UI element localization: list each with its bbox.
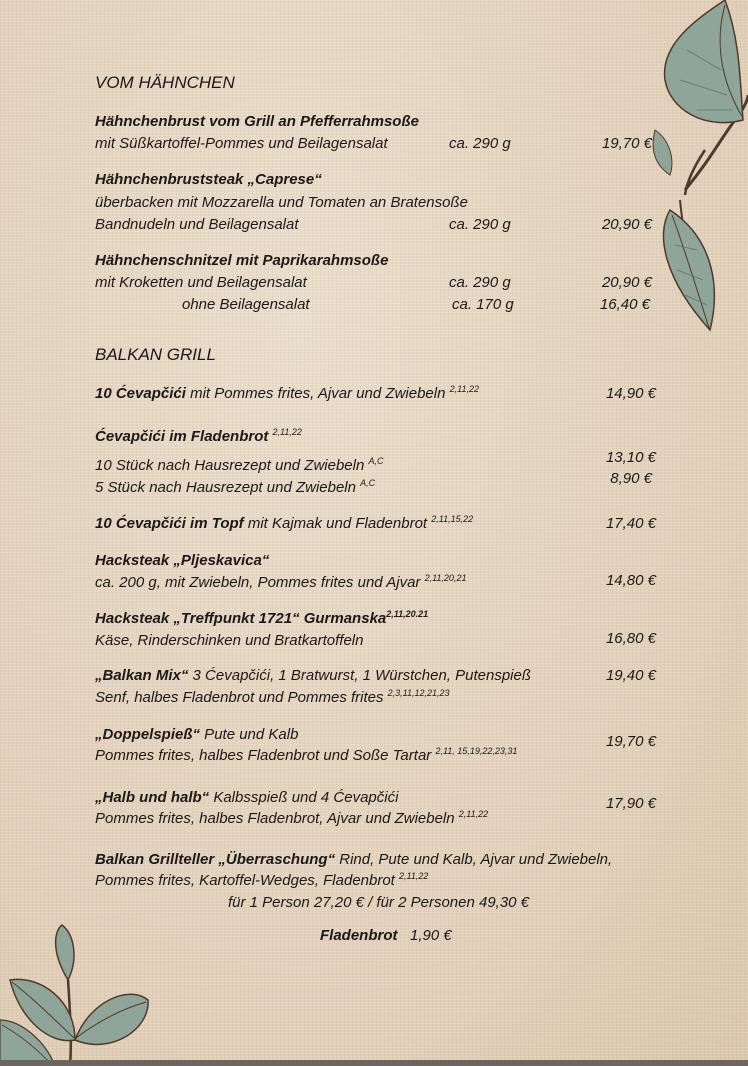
balkan-item-5-price: 16,80 € <box>605 630 656 647</box>
chicken-item-3-weight2: ca. 170 g <box>452 296 514 313</box>
balkan-item-1-price: 14,90 € <box>605 385 656 402</box>
balkan-item-5-desc: Käse, Rinderschinken und Bratkartoffeln <box>95 632 364 649</box>
balkan-item-8-allergens: 2,11,22 <box>458 809 489 819</box>
balkan-item-3-rest: mit Kajmak und Fladenbrot <box>243 515 432 532</box>
balkan-item-7-desc-text: Pommes frites, halbes Fladenbrot und Soße Tartar <box>95 747 436 764</box>
balkan-item-4-name: Hacksteak „Pljeskavica“ <box>95 552 270 569</box>
balkan-item-4-desc-text: ca. 200 g, mit Zwiebeln, Pommes frites und Ajvar <box>95 574 425 591</box>
balkan-item-6-allergens: 2,3,11,12,21,23 <box>387 688 450 698</box>
balkan-item-7-price: 19,70 € <box>605 733 656 750</box>
bottom-edge <box>0 1060 748 1066</box>
balkan-item-6 <box>95 667 531 685</box>
chicken-item-3-price2: 16,40 € <box>599 296 650 313</box>
chicken-item-2-desc: überbacken mit Mozzarella und Tomaten an Bratensoße <box>95 194 468 211</box>
balkan-item-2-line1 <box>95 457 384 475</box>
balkan-item-7-desc <box>95 747 517 765</box>
balkan-item-2-price2: 8,90 € <box>610 470 652 487</box>
chicken-item-1-name: Hähnchenbrust vom Grill an Pfefferrahmsoße <box>95 113 419 130</box>
balkan-item-7-name: „Doppelspieß“ <box>95 726 201 743</box>
chicken-item-1-price: 19,70 € <box>601 135 652 152</box>
balkan-item-2-line2-text: 5 Stück nach Hausrezept und Zwiebeln <box>95 479 361 496</box>
section-title-chicken: VOM HÄHNCHEN <box>95 73 235 92</box>
balkan-item-9-allergens: 2,11,22 <box>399 871 429 881</box>
balkan-item-6-price: 19,40 € <box>605 667 656 684</box>
balkan-item-9 <box>95 851 612 869</box>
balkan-item-5 <box>95 610 428 628</box>
chicken-item-2-price: 20,90 € <box>601 216 652 233</box>
balkan-item-8-price: 17,90 € <box>605 795 656 812</box>
balkan-extra <box>320 927 452 945</box>
balkan-item-2-name: Ćevapčići im Fladenbrot <box>95 428 273 445</box>
chicken-item-2-name: Hähnchenbruststeak „Caprese“ <box>95 171 322 188</box>
balkan-item-4-allergens: 2,11,20,21 <box>424 573 467 583</box>
balkan-item-9-rest: Rind, Pute und Kalb, Ajvar und Zwiebeln, <box>335 851 613 868</box>
balkan-item-8-name: „Halb und halb“ <box>95 789 210 806</box>
balkan-item-2-line1-allergens: A,C <box>368 456 384 466</box>
chicken-item-3-desc2: ohne Beilagensalat <box>182 296 310 313</box>
balkan-item-2 <box>95 428 302 446</box>
balkan-item-4-price: 14,80 € <box>605 572 656 589</box>
chicken-item-2-desc2: Bandnudeln und Beilagensalat <box>95 216 299 233</box>
chicken-item-1-desc: mit Süßkartoffel-Pommes und Beilagensalat <box>95 135 388 152</box>
leaf-decoration-bottom-left-icon <box>0 920 155 1066</box>
balkan-item-6-name: „Balkan Mix“ <box>95 667 189 684</box>
chicken-item-3-weight: ca. 290 g <box>449 274 511 291</box>
balkan-item-3-name: 10 Ćevapčići im Topf <box>95 515 244 532</box>
balkan-item-3-price: 17,40 € <box>605 515 656 532</box>
chicken-item-3-name: Hähnchenschnitzel mit Paprikarahmsoße <box>95 252 389 269</box>
balkan-extra-spacer <box>398 927 411 944</box>
balkan-item-6-rest: 3 Ćevapčići, 1 Bratwurst, 1 Würstchen, Putenspieß <box>188 667 532 684</box>
balkan-item-9-desc-text: Pommes frites, Kartoffel-Wedges, Fladenbrot <box>95 872 400 889</box>
balkan-item-2-allergens: 2,11,22 <box>272 427 302 437</box>
balkan-item-7 <box>95 726 298 744</box>
chicken-item-2-weight: ca. 290 g <box>449 216 511 233</box>
balkan-item-2-line2-allergens: A,C <box>360 478 376 488</box>
balkan-item-9-persons: für 1 Person 27,20 € / für 2 Personen 49,30 € <box>228 894 530 911</box>
balkan-item-3-allergens: 2,11,15,22 <box>431 514 474 524</box>
balkan-item-4-desc <box>95 574 466 592</box>
balkan-item-8-desc-text: Pommes frites, halbes Fladenbrot, Ajvar und Zwiebeln <box>95 810 459 827</box>
balkan-item-7-allergens: 2,11, 15,19,22,23,31 <box>435 746 518 756</box>
chicken-item-3-price: 20,90 € <box>601 274 652 291</box>
chicken-item-1-weight: ca. 290 g <box>449 135 511 152</box>
balkan-item-1-name: 10 Ćevapčići <box>95 385 186 402</box>
balkan-item-3 <box>95 515 473 533</box>
balkan-extra-name: Fladenbrot <box>320 927 398 944</box>
balkan-item-8 <box>95 789 398 807</box>
balkan-item-6-desc-text: Senf, halbes Fladenbrot und Pommes frites <box>95 689 388 706</box>
balkan-item-2-price1: 13,10 € <box>605 449 656 466</box>
chicken-item-3-desc: mit Kroketten und Beilagensalat <box>95 274 307 291</box>
balkan-item-8-desc <box>95 810 488 828</box>
balkan-item-9-desc <box>95 872 428 890</box>
balkan-item-7-rest: Pute und Kalb <box>200 726 299 743</box>
balkan-item-1 <box>95 385 479 403</box>
balkan-item-5-allergens: 2,11,20.21 <box>386 609 429 619</box>
balkan-item-1-allergens: 2,11,22 <box>449 384 479 394</box>
balkan-item-8-rest: Kalbsspieß und 4 Ćevapčići <box>209 789 399 806</box>
balkan-item-2-line2 <box>95 479 375 497</box>
balkan-item-1-rest: mit Pommes frites, Ajvar und Zwiebeln <box>185 385 450 402</box>
balkan-item-9-name: Balkan Grillteller „Überraschung“ <box>95 851 336 868</box>
balkan-extra-price: 1,90 € <box>410 927 452 944</box>
balkan-item-6-desc <box>95 689 450 707</box>
section-title-balkan: BALKAN GRILL <box>95 345 216 364</box>
balkan-item-5-name: Hacksteak „Treffpunkt 1721“ Gurmanska <box>95 610 387 627</box>
balkan-item-2-line1-text: 10 Stück nach Hausrezept und Zwiebeln <box>95 457 369 474</box>
